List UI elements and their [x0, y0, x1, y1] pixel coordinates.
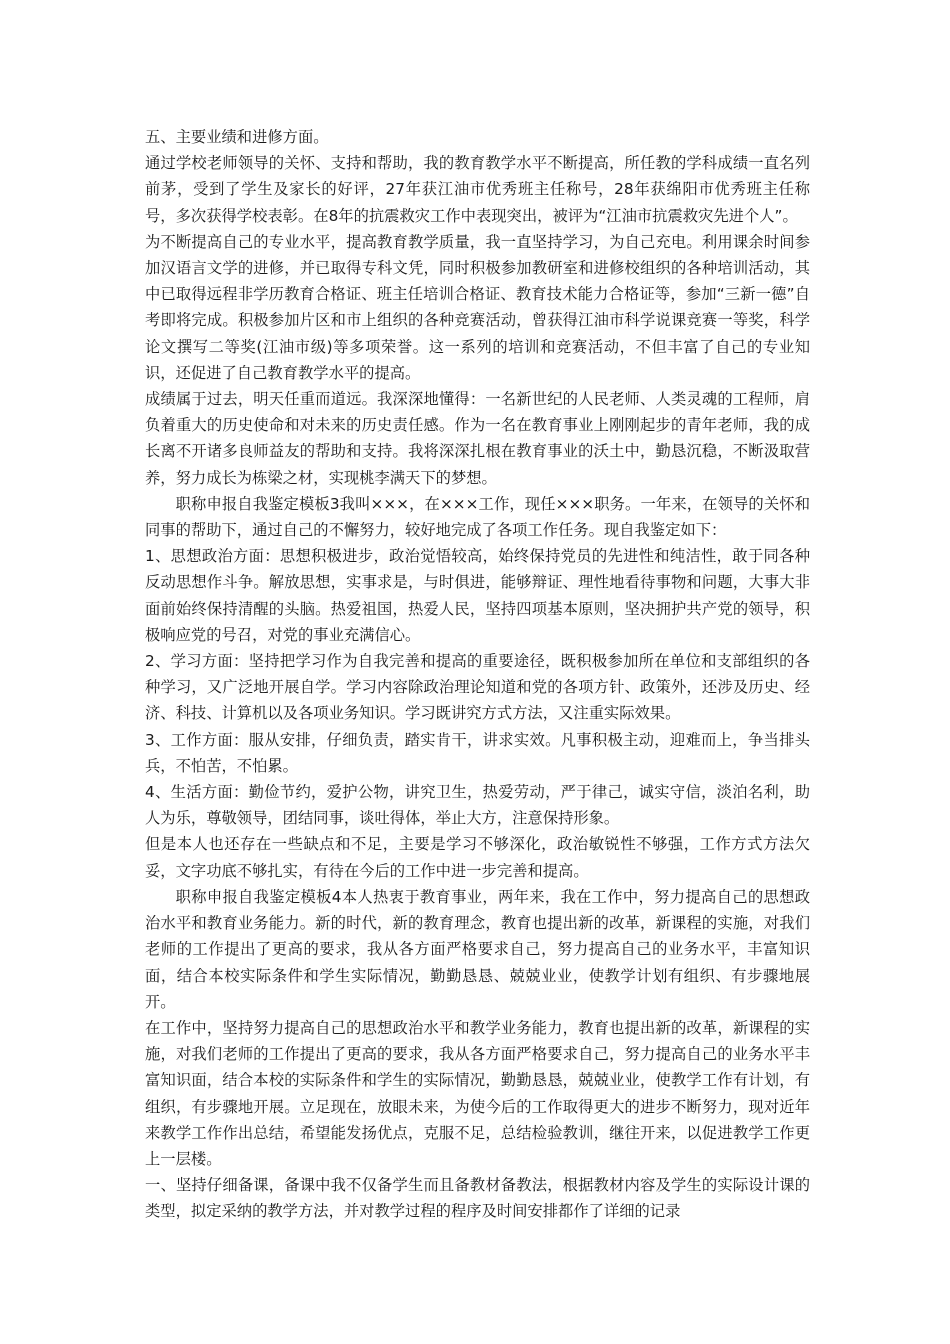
- paragraph: 职称申报自我鉴定模板3我叫×××，在×××工作，现任×××职务。一年来，在领导的关怀和同事的帮助下，通过自己的不懈努力，较好地完成了各项工作任务。现自我鉴定如下：: [145, 494, 810, 540]
- paragraph: 3、工作方面：服从安排，仔细负责，踏实肯干，讲求实效。凡事积极主动，迎难而上，争当排头兵，不怕苦，不怕累。: [145, 730, 810, 775]
- paragraph: 职称申报自我鉴定模板4本人热衷于教育事业，两年来，我在工作中，努力提高自己的思想政治水平和教育业务能力。新的时代，新的教育理念，教育也提出新的改革，新课程的实施，对我们老师的工作提出了更高的要求，我从各方面严格要求自己，努力提高自己的业务水平，丰富知识面，结合本校实际条件和学生实际情况，勤勤恳恳、兢兢业业，使教学计划有组织、有步骤地展开。: [145, 887, 810, 1011]
- paragraph-section-heading: 五、主要业绩和进修方面。: [145, 128, 329, 146]
- paragraph: 但是本人也还存在一些缺点和不足，主要是学习不够深化，政治敏锐性不够强，工作方式方法欠妥，文字功底不够扎实，有待在今后的工作中进一步完善和提高。: [145, 835, 810, 880]
- paragraph: 通过学校老师领导的关怀、支持和帮助，我的教育教学水平不断提高，所任教的学科成绩一直名列前茅，受到了学生及家长的好评，27年获江油市优秀班主任称号，28年获绵阳市优秀班主任称号，多次获得学校表彰。在8年的抗震救灾工作中表现突出，被评为“江油市抗震救灾先进个人”。: [145, 154, 810, 225]
- paragraph: 在工作中，坚持努力提高自己的思想政治水平和教学业务能力，教育也提出新的改革，新课程的实施，对我们老师的工作提出了更高的要求，我从各方面严格要求自己，努力提高自己的业务水平丰富知识面，结合本校的实际条件和学生的实际情况，勤勤恳恳，兢兢业业，使教学工作有计划，有组织，有步骤地开展。立足现在，放眼未来，为使今后的工作取得更大的进步不断努力，现对近年来教学工作作出总结，希望能发扬优点，克服不足，总结检验教训，继往开来，以促进教学工作更上一层楼。: [145, 1018, 810, 1168]
- paragraph: 2、学习方面：坚持把学习作为自我完善和提高的重要途径，既积极参加所在单位和支部组织的各种学习，又广泛地开展自学。学习内容除政治理论知道和党的各项方针、政策外，还涉及历史、经济、科技、计算机以及各项业务知识。学习既讲究方式方法，又注重实际效果。: [145, 652, 810, 723]
- paragraph: 一、坚持仔细备课，备课中我不仅备学生而且备教材备教法，根据教材内容及学生的实际设计课的类型，拟定采纳的教学方法，并对教学过程的程序及时间安排都作了详细的记录: [145, 1176, 810, 1221]
- paragraph: 成绩属于过去，明天任重而道远。我深深地懂得：一名新世纪的人民老师、人类灵魂的工程师，肩负着重大的历史使命和对未来的历史责任感。作为一名在教育事业上刚刚起步的青年老师，我的成长离不开诸多良师益友的帮助和支持。我将深深扎根在教育事业的沃土中，勤恳沉稳，不断汲取营养，努力成长为栋梁之材，实现桃李满天下的梦想。: [145, 390, 810, 487]
- paragraph: 1、思想政治方面：思想积极进步，政治觉悟较高，始终保持党员的先进性和纯洁性，敢于同各种反动思想作斗争。解放思想，实事求是，与时俱进，能够辩证、理性地看待事物和问题，大事大非面前始终保持清醒的头脑。热爱祖国，热爱人民，坚持四项基本原则，坚决拥护共产党的领导，积极响应党的号召，对党的事业充满信心。: [145, 547, 810, 644]
- paragraph: 4、生活方面：勤俭节约，爱护公物，讲究卫生，热爱劳动，严于律己，诚实守信，淡泊名利，助人为乐，尊敬领导，团结同事，谈吐得体，举止大方，注意保持形象。: [145, 783, 810, 828]
- document-body: [145, 124, 810, 1225]
- paragraph: 为不断提高自己的专业水平，提高教育教学质量，我一直坚持学习，为自己充电。利用课余时间参加汉语言文学的进修，并已取得专科文凭，同时积极参加教研室和进修校组织的各种培训活动，其中已取得远程非学历教育合格证、班主任培训合格证、教育技术能力合格证等，参加“三新一德”自考即将完成。积极参加片区和市上组织的各种竞赛活动，曾获得江油市科学说课竞赛一等奖，科学论文撰写二等奖(江油市级)等多项荣誉。这一系列的培训和竞赛活动，不但丰富了自己的专业知识，还促进了自己教育教学水平的提高。: [145, 232, 810, 382]
